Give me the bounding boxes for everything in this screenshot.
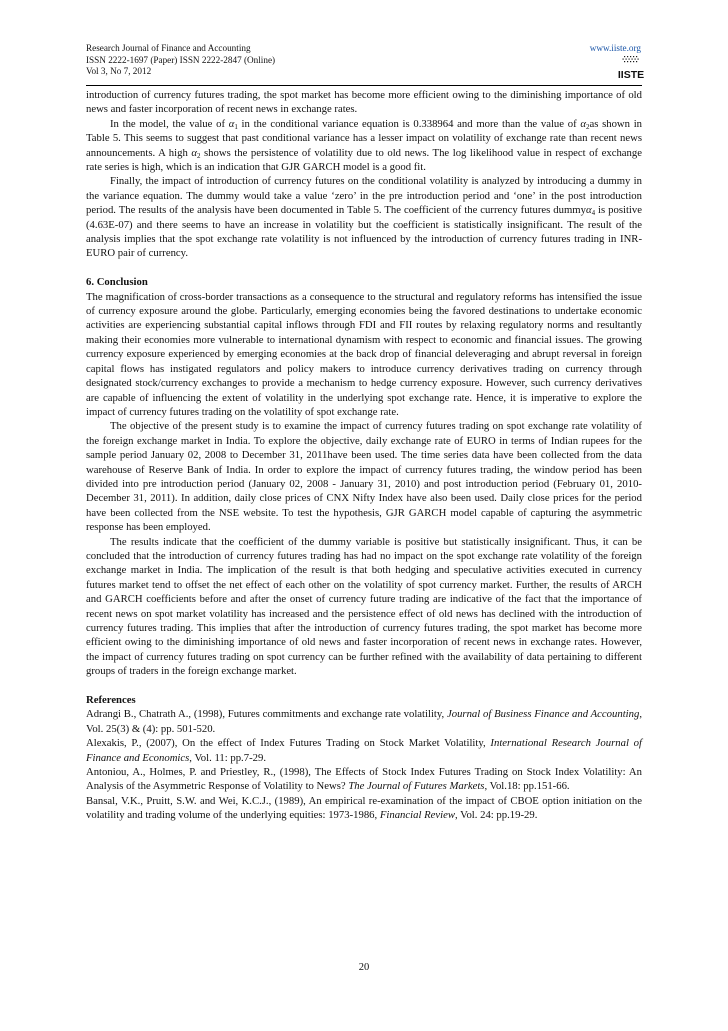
svg-text:IISTE: IISTE: [618, 69, 644, 81]
reference-item: Alexakis, P., (2007), On the effect of Index Futures Trading on Stock Market Volatility, International Research Journal of Finance and Economics, Vol. 11: pp.7-29.: [86, 737, 642, 764]
main-text: [86, 88, 642, 823]
conclusion-paragraph-2: The objective of the present study is to examine the impact of currency futures trading on spot exchange rate volatility of the foreign exchange market in India. To explore the objective, daily exchange rate of EURO in terms of Indian rupees for the sample period January 02, 2008 to December 31, 2011have been used. The time series data have been collected from the data warehouse of Reserve Bank of India. In order to explore the impact of currency futures trading, the window period has been divided into pre introduction period (January 02, 2008 - January 31, 2010) and post introduction period (February 01, 2010- December 31, 2011). In addition, daily close prices of CNX Nifty Index have also been used. Daily close prices for the period have been collected from the NSE website. To test the hypothesis, GJR GARCH model capable of capturing the asymmetric response has been employed.: [86, 420, 642, 534]
reference-item: Adrangi B., Chatrath A., (1998), Futures commitments and exchange rate volatility, Journal of Business Finance and Accounting, Vol. 25(3) & (4): pp. 501-520.: [86, 708, 642, 735]
running-header: [86, 43, 275, 78]
iiste-logo: [618, 55, 644, 82]
volume-line: Vol 3, No 7, 2012: [86, 66, 152, 77]
section-gap: [86, 679, 642, 693]
conclusion-paragraph-3: The results indicate that the coefficient of the dummy variable is positive but statistically insignificant. Thus, it can be concluded that the introduction of currency futures trading has had no impact on the spot exchange rate volatility of the foreign exchange market in India. The implication of the result is that both hedging and speculative activities executed in currency futures market tend to offset the net effect of each other on the volatility of spot currency market. Further, the results of ARCH and GARCH coefficients before and after the onset of currency future trading are indicative of the fact that the importance of recent news on spot market volatility has increased and the persistence effect of old news has declined with the introduction of currency futures trading. This implies that after the introduction of currency futures trading, the spot market has become more efficient owing to the diminishing importance of old news and faster incorporation of recent news in exchange rates. However, the impact of currency futures trading on spot currency can be further refined with the availability of data pertaining to different groups of traders in the foreign exchange market.: [86, 535, 642, 678]
section-gap: [86, 261, 642, 275]
intro-paragraph-1: introduction of currency futures trading, the spot market has become more efficient owing to the diminishing importance of old news and faster incorporation of recent news in exchange rates.: [86, 89, 642, 116]
conclusion-paragraph-1: The magnification of cross-border transactions as a consequence to the structural and regulatory reforms has intensified the issue of currency exposure around the globe. Particularly, emerging economies being the favored destinations to undertake economic activities are experiencing substantial capital inflows through FDI and FII routes by relaxing regulatory norms and resultantly making their economies more vulnerable to international dynamism with respect to economic and financial issues. The growing currency exposure experienced by emerging economies at the back drop of financial deleveraging and abrupt reversal in foreign capital flows has instigated regulators and policy makers to introduce currency derivatives trading on currency through designated stock/currency exchanges to provide a mechanism to hedge currency exposure. However, such currency derivatives are capable of influencing the extent of volatility in the underlying spot exchange rate. Hence, it is imperative to explore the impact of currency futures trading on the volatility of spot exchange rate.: [86, 290, 642, 418]
intro-paragraph-2: In the model, the value of $\alpha_1$ in the conditional variance equation is 0.338964 and more than the value of $\alpha_2as$ shown in Table 5. This seems to suggest that past conditional variance has a lesser impact on volatility of exchange rate than recent news announcements. A high $\alpha_2$ shows the persistence of volatility due to old news. The log likelihood value in respect of exchange rate series is high, which is an indication that GJR GARCH model is a good fit.: [86, 117, 643, 174]
references-heading: References: [86, 694, 136, 707]
journal-name: Research Journal of Finance and Accounting: [86, 43, 251, 53]
reference-item: Bansal, V.K., Pruitt, S.W. and Wei, K.C.J., (1989), An empirical re-examination of the impact of CBOE option initiation on the volatility and trading volume of the underlying equities: 1973-1986, Financial Review, Vol. 24: pp.19-29.: [86, 794, 642, 822]
reference-item: Antoniou, A., Holmes, P. and Priestley, R., (1998), The Effects of Stock Index Futures Trading on Stock Index Volatility: An Analysis of the Asymmetric Response of Volatility to News? The Journal of Futures Markets, Vol.18: pp.151-66.: [86, 766, 642, 793]
issn-line: ISSN 2222-1697 (Paper) ISSN 2222-2847 (Online): [86, 54, 276, 65]
header-rule: [86, 85, 642, 86]
conclusion-heading: 6. Conclusion: [86, 276, 148, 289]
page-number: 20: [358, 962, 370, 973]
journal-url[interactable]: www.iiste.org: [589, 43, 641, 53]
intro-paragraph-3: Finally, the impact of introduction of currency futures on the conditional volatility is analyzed by introducing a dummy in the variance equation. The dummy would take a value ‘zero’ in the pre introduction period and ‘one’ in the post introduction period. The results of the analysis have been documented in Table 5. The coefficient of the currency futures dummyα$_4$ is positive (4.63E-07) and there seems to have an increase in volatility but the coefficient is statistically insignificant. The result of the analysis implies that the spot exchange rate volatility is not influenced by the introduction of currency futures trading in INR-EURO pair of currency.: [86, 175, 642, 260]
